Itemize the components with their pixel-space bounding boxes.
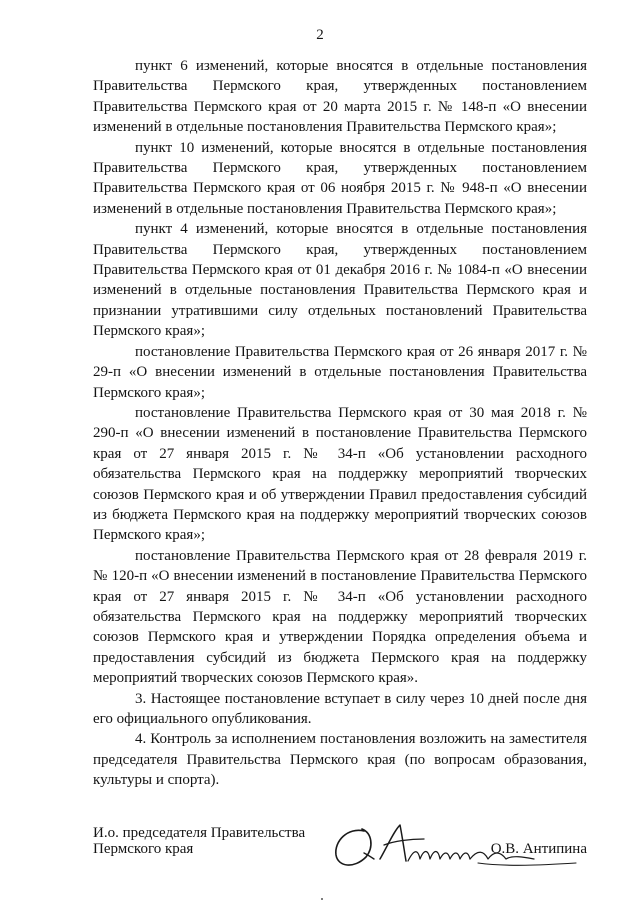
paragraph-resolution-january-2017: постановление Правительства Пермского края от 26 января 2017 г. № 29-п «О внесении изменений в отдельные постановления Правительства Пермского края»; xyxy=(93,343,587,401)
paragraph-clause-4-control: 4. Контроль за исполнением постановления возложить на заместителя председателя Правительства Пермского края (по вопросам образования, культуры и спорта). xyxy=(93,731,587,789)
page-number: 2 xyxy=(316,27,324,43)
paragraph-resolution-february-2019: постановление Правительства Пермского края от 28 февраля 2019 г. № 120-п «О внесении изменений в постановление Правительства Пермского края от 27 января 2015 г. № 34-п «Об установлении расходного обязательства Пермского края на поддержку мероприятий творческих союзов Пермского края и утверждении Порядка определения объема и предоставления субсидий из бюджета Пермского края на поддержку мероприятий творческих союзов Пермского края». xyxy=(93,547,587,687)
signatory-title xyxy=(93,825,305,857)
paragraph-item-10-november-2015: пункт 10 изменений, которые вносятся в отдельные постановления Правительства Пермского края, утвержденных постановлением Правительства Пермского края от 06 ноября 2015 г. № 948-п «О внесении изменений в отдельные постановления Правительства Пермского края»; xyxy=(93,139,587,217)
document-body xyxy=(93,56,587,791)
signatory-title-line-1: И.о. председателя Правительства xyxy=(93,825,306,841)
scan-artifact-dot xyxy=(321,898,323,900)
signature-block xyxy=(93,825,587,865)
paragraph-item-4-december-2016: пункт 4 изменений, которые вносятся в отдельные постановления Правительства Пермского края, утвержденных постановлением Правительства Пермского края от 01 декабря 2016 г. № 1084-п «О внесении изменений в отдельные постановления Правительства Пермского края и признании утратившими силу отдельных постановлений Правительства Пермского края»; xyxy=(93,221,587,340)
paragraph-item-6-march-2015: пункт 6 изменений, которые вносятся в отдельные постановления Правительства Пермского края, утвержденных постановлением Правительства Пермского края от 20 марта 2015 г. № 148-п «О внесении изменений в отдельные постановления Правительства Пермского края»; xyxy=(93,58,587,136)
paragraph-clause-3-effective-date: 3. Настоящее постановление вступает в силу через 10 дней после дня его официального опубликования. xyxy=(93,690,587,727)
signatory-title-line-2: Пермского края xyxy=(93,841,194,857)
paragraph-resolution-may-2018: постановление Правительства Пермского края от 30 мая 2018 г. № 290-п «О внесении изменений в постановление Правительства Пермского края от 27 января 2015 г. № 34-п «Об установлении расходного обязательства Пермского края на поддержку мероприятий творческих союзов Пермского края и об утверждении Правил предоставления субсидий из бюджета Пермского края на поддержку мероприятий творческих союзов Пермского края»; xyxy=(93,404,587,544)
signatory-name: О.В. Антипина xyxy=(490,841,587,857)
